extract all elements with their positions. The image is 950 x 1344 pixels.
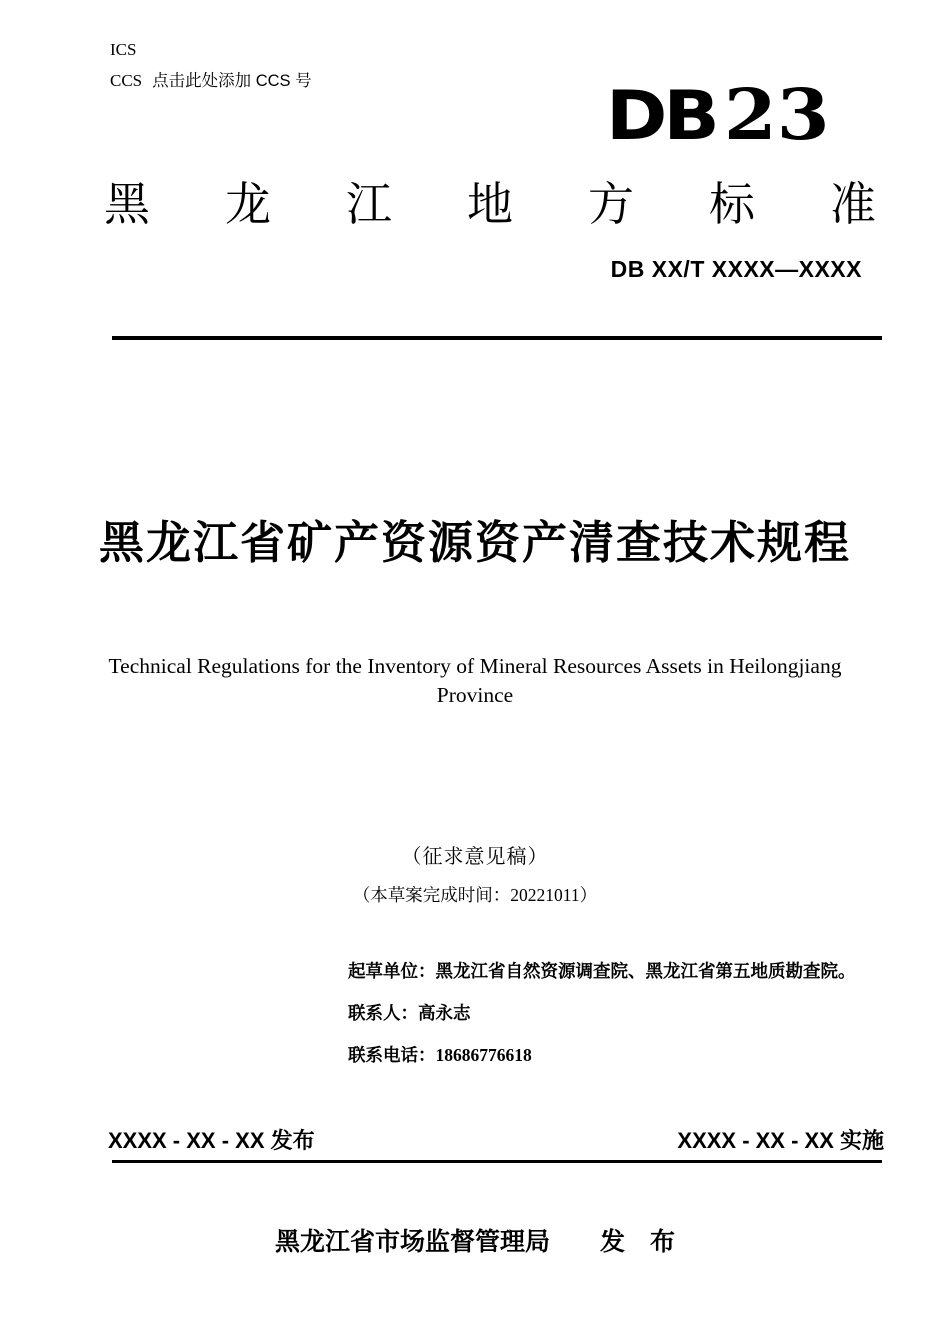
drafting-unit-line: 起草单位：黑龙江省自然资源调查院、黑龙江省第五地质勘查院。 bbox=[348, 961, 856, 981]
document-title-en-line2: Province bbox=[436, 683, 514, 707]
dates-row bbox=[108, 1124, 884, 1155]
standard-type-title: 黑龙江地方标准 bbox=[104, 178, 876, 230]
db-logo-region-code: 23 bbox=[723, 73, 830, 156]
db23-logo bbox=[606, 73, 830, 156]
ccs-placeholder[interactable]: 点击此处添加 CCS 号 bbox=[152, 72, 312, 90]
implement-date: XXXX - XX - XX 实施 bbox=[677, 1128, 884, 1153]
contact-person-line: 联系人：高永志 bbox=[348, 1003, 471, 1023]
ccs-line bbox=[110, 67, 312, 91]
document-title-en bbox=[0, 652, 950, 710]
contact-phone-line: 联系电话：18686776618 bbox=[348, 1045, 532, 1065]
footer-rule bbox=[112, 1160, 882, 1163]
draft-completion-note: （本草案完成时间：20221011） bbox=[352, 885, 598, 905]
document-title-en-line1: Technical Regulations for the Inventory of Mineral Resources Assets in Heilongjiang bbox=[108, 654, 842, 678]
header-rule bbox=[112, 336, 882, 340]
standard-doc-number: DB XX/T XXXX—XXXX bbox=[610, 256, 862, 282]
ccs-label: CCS bbox=[110, 71, 143, 90]
issue-date: XXXX - XX - XX 发布 bbox=[108, 1128, 315, 1153]
publisher-line: 黑龙江省市场监督管理局 发 布 bbox=[274, 1228, 675, 1256]
ics-label: ICS bbox=[110, 40, 137, 59]
contact-block bbox=[348, 950, 856, 1076]
document-title-cn: 黑龙江省矿产资源资产清查技术规程 bbox=[98, 517, 851, 568]
db-logo-prefix: DB bbox=[606, 76, 716, 156]
draft-status-note: （征求意见稿） bbox=[401, 846, 549, 868]
